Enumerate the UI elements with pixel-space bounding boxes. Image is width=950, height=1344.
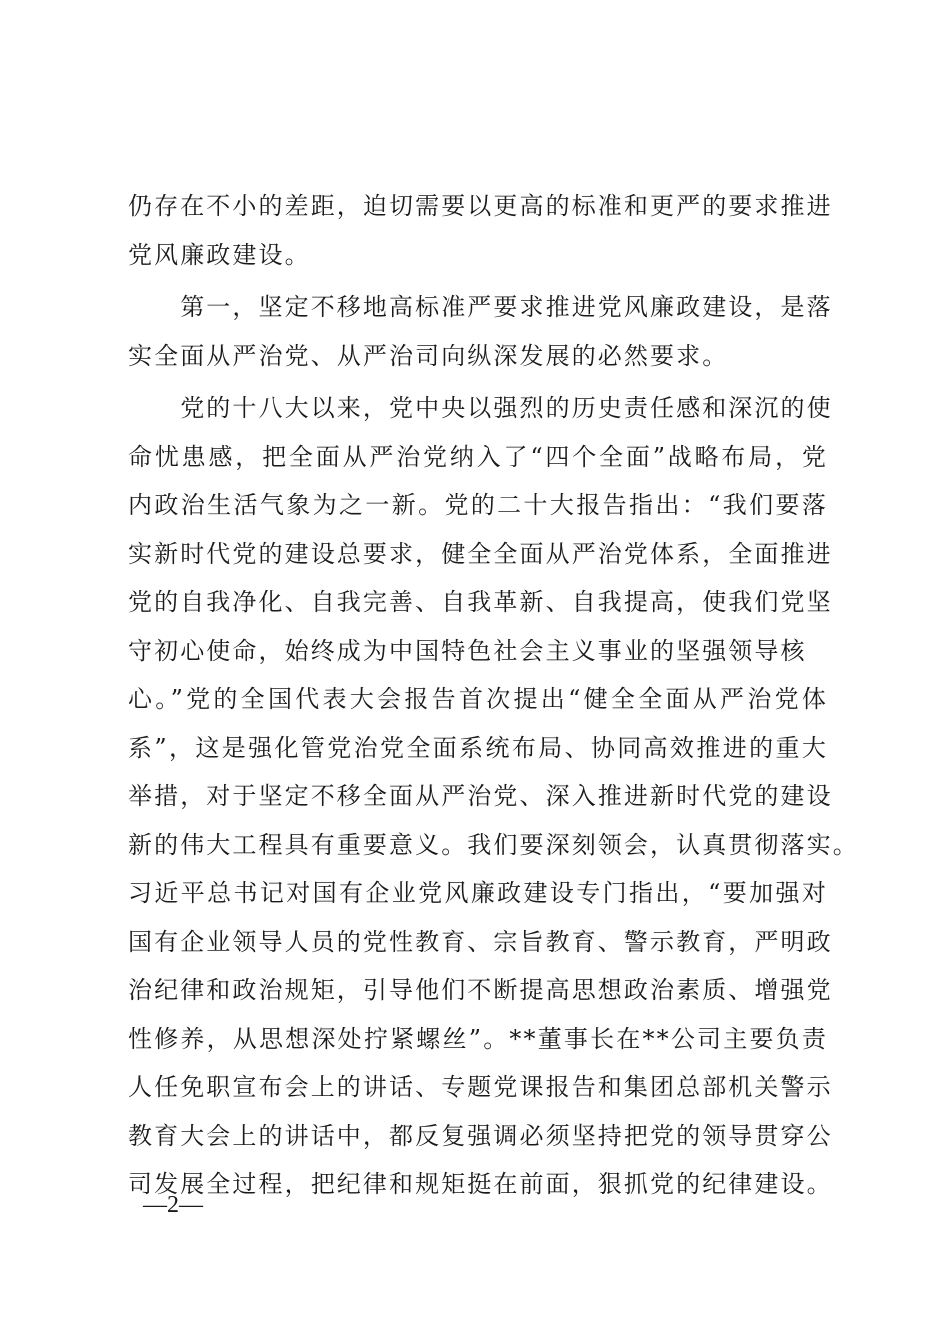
page-number: —2—	[143, 1192, 203, 1218]
paragraph-heading-line: 实全面从严治党、从严治司向纵深发展的必然要求。	[128, 341, 729, 370]
text-line: 心。”党的全国代表大会报告首次提出“健全全面从严治党体	[128, 685, 828, 713]
text-line: 司发展全过程，把纪律和规矩挺在前面，狠抓党的纪律建设。	[128, 1170, 833, 1198]
text-line: 党风廉政建设。	[128, 240, 311, 269]
text-line: 实新时代党的建设总要求，健全全面从严治党体系，全面推进	[128, 539, 833, 568]
text-line: 新的伟大工程具有重要意义。我们要深刻领会，认真贯彻落实。	[128, 830, 859, 859]
text-line: 国有企业领导人员的党性教育、宗旨教育、警示教育，严明政	[128, 927, 833, 956]
text-line: 举措，对于坚定不移全面从严治党、深入推进新时代党的建设	[128, 782, 833, 810]
text-line: 守初心使命，始终成为中国特色社会主义事业的坚强领导核	[128, 636, 807, 665]
text-line: 治纪律和政治规矩，引导他们不断提高思想政治素质、增强党	[128, 976, 833, 1004]
text-line: 党的自我净化、自我完善、自我革新、自我提高，使我们党坚	[128, 588, 833, 616]
text-line: 党的十八大以来，党中央以强烈的历史责任感和深沉的使	[128, 394, 833, 422]
text-line: 系”，这是强化管党治党全面系统布局、协同高效推进的重大	[128, 733, 828, 762]
text-line: 性修养，从思想深处拧紧螺丝”。**董事长在**公司主要负责	[128, 1024, 828, 1053]
text-line: 人任免职宣布会上的讲话、专题党课报告和集团总部机关警示	[128, 1073, 833, 1101]
paragraph-heading-line: 第一，坚定不移地高标准严要求推进党风廉政建设，是落	[128, 293, 833, 321]
text-line: 命忧患感，把全面从严治党纳入了“四个全面”战略布局，党	[128, 442, 828, 471]
text-line: 内政治生活气象为之一新。党的二十大报告指出：“我们要落	[128, 491, 828, 519]
body-text	[128, 182, 859, 1209]
text-line: 习近平总书记对国有企业党风廉政建设专门指出，“要加强对	[128, 879, 828, 907]
text-line: 仍存在不小的差距，迫切需要以更高的标准和更严的要求推进	[128, 192, 833, 220]
text-line: 教育大会上的讲话中，都反复强调必须坚持把党的领导贯穿公	[128, 1121, 833, 1150]
